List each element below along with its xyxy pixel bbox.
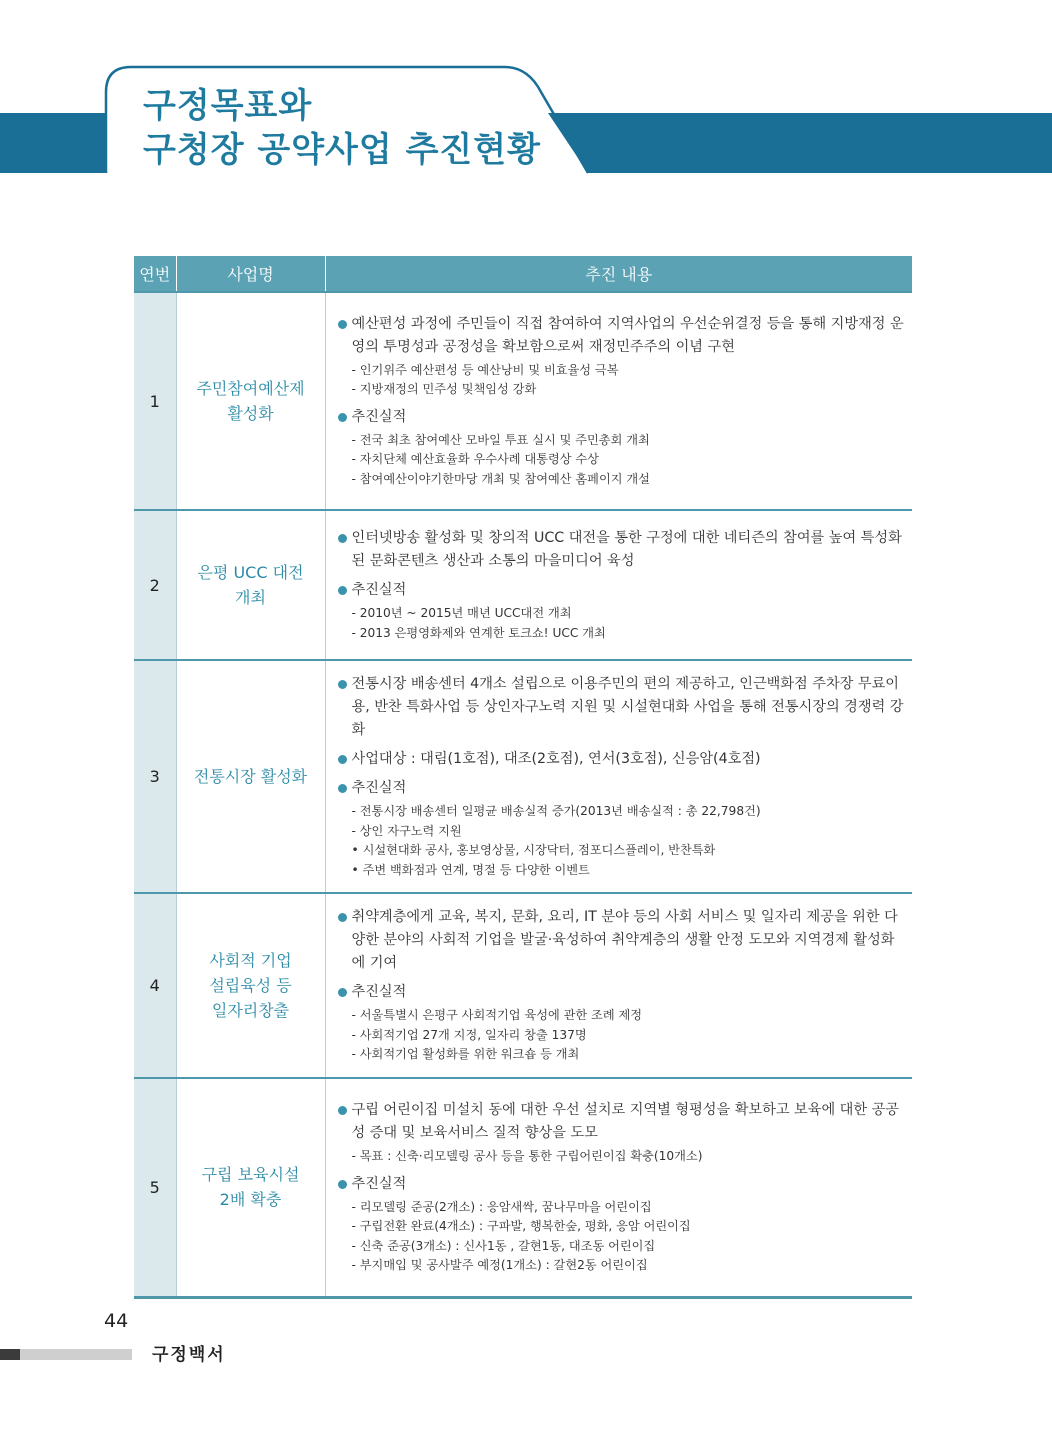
bullet-dot-icon [338, 1180, 347, 1189]
project-name [176, 1078, 325, 1298]
bullet-dot-icon [338, 413, 347, 422]
project-name [176, 292, 325, 510]
sub-item: • 주변 백화점과 연계, 명절 등 다양한 이벤트 [351, 862, 590, 877]
sub-item-list [338, 1147, 905, 1167]
project-content [325, 660, 912, 893]
bullet-text: 추진실적 [351, 1175, 407, 1192]
project-name-line: 활성화 [227, 404, 274, 423]
content-bullet [338, 313, 905, 359]
row-number: 1 [134, 292, 176, 510]
sub-item-list [338, 1198, 905, 1276]
project-name [176, 893, 325, 1078]
table-header-row [134, 256, 912, 292]
bullet-dot-icon [338, 586, 347, 595]
project-name [176, 510, 325, 660]
row-number: 2 [134, 510, 176, 660]
sub-item: - 2010년 ~ 2015년 매년 UCC대전 개최 [351, 606, 572, 620]
project-name-line: 전통시장 활성화 [193, 767, 308, 786]
sub-item: - 전국 최초 참여예산 모바일 투표 실시 및 주민총회 개최 [351, 432, 650, 447]
sub-item: - 전통시장 배송센터 일평균 배송실적 증가(2013년 배송실적 : 총 22,798건) [351, 804, 761, 818]
content-bullet [338, 527, 905, 573]
bullet-text: 예산편성 과정에 주민들이 직접 참여하여 지역사업의 우선순위결정 등을 통해 지방재정 운영의 투명성과 공정성을 확보함으로써 재정민주주의 이념 구현 [351, 315, 904, 355]
sub-item: - 인기위주 예산편성 등 예산낭비 및 비효율성 극복 [351, 362, 619, 377]
bullet-dot-icon [338, 1106, 347, 1115]
page-number: 44 [104, 1310, 129, 1332]
project-content [325, 510, 912, 660]
content-bullet [338, 406, 905, 429]
sub-item: - 서울특별시 은평구 사회적기업 육성에 관한 조례 제정 [351, 1008, 643, 1022]
row-number: 4 [134, 893, 176, 1078]
project-name-line: 구립 보육시설 [201, 1165, 300, 1185]
sub-item: - 사회적기업 활성화를 위한 워크숍 등 개최 [351, 1047, 580, 1061]
content-bullet [338, 906, 905, 975]
bullet-text: 추진실적 [351, 780, 407, 796]
project-name [176, 660, 325, 893]
bullet-text: 취약계층에게 교육, 복지, 문화, 요리, IT 분야 등의 사회 서비스 및 일자리 제공을 위한 다양한 분야의 사회적 기업을 발굴·육성하여 취약계층의 생활 안정 도모와 지역경제 활성화에 기여 [351, 909, 898, 971]
project-name-line: 2배 확충 [219, 1190, 282, 1210]
content-bullet [338, 673, 905, 742]
bullet-dot-icon [338, 534, 347, 543]
table-row [134, 510, 912, 660]
column-header-no: 연번 [134, 256, 176, 292]
content-bullet [338, 579, 905, 602]
sub-item-list [338, 604, 905, 643]
table-row [134, 893, 912, 1078]
sub-item: - 자치단체 예산효율화 우수사례 대통령상 수상 [351, 452, 599, 467]
footer-bar-dark [0, 1349, 20, 1360]
sub-item-list [338, 361, 905, 400]
sub-item-list [338, 1006, 905, 1065]
sub-item: - 부지매입 및 공사발주 예정(1개소) : 갈현2동 어린이집 [351, 1258, 648, 1272]
table-row [134, 660, 912, 893]
bullet-text: 인터넷방송 활성화 및 창의적 UCC 대전을 통한 구정에 대한 네티즌의 참여를 높여 특성화된 문화콘텐츠 생산과 소통의 마을미디어 육성 [351, 530, 902, 569]
content-bullet [338, 777, 905, 800]
table-row [134, 292, 912, 510]
project-name-line: 설립육성 등 [209, 975, 292, 995]
project-content [325, 292, 912, 510]
page-title [143, 84, 541, 172]
row-number: 3 [134, 660, 176, 893]
sub-item: • 시설현대화 공사, 홍보영상물, 시장닥터, 점포디스플레이, 반찬특화 [351, 843, 716, 857]
column-header-name: 사업명 [176, 256, 325, 292]
project-name-line: 주민참여예산제 [196, 379, 305, 398]
bullet-text: 사업대상 : 대림(1호점), 대조(2호점), 연서(3호점), 신응암(4호점) [351, 751, 761, 767]
project-name-line: 사회적 기업 [209, 950, 292, 970]
bullet-dot-icon [338, 784, 347, 793]
project-name-line: 은평 UCC 대전 [197, 563, 304, 582]
bullet-text: 추진실적 [351, 582, 407, 598]
bullet-dot-icon [338, 680, 347, 689]
sub-item: - 참여예산이야기한마당 개최 및 참여예산 홈페이지 개설 [351, 471, 650, 486]
bullet-dot-icon [338, 755, 347, 764]
bullet-text: 추진실적 [351, 984, 407, 1000]
sub-item: - 신축 준공(3개소) : 신사1동 , 갈현1동, 대조동 어린이집 [351, 1238, 656, 1253]
sub-item: - 구립전환 완료(4개소) : 구파발, 행복한숲, 평화, 응암 어린이집 [351, 1219, 691, 1233]
project-content [325, 1078, 912, 1298]
sub-item-list [338, 431, 905, 490]
page-title-line1: 구정목표와 [143, 86, 313, 126]
sub-item: - 목표 : 신축·리모델링 공사 등을 통한 구립어린이집 확충(10개소) [351, 1149, 703, 1163]
bullet-dot-icon [338, 988, 347, 997]
content-bullet [338, 981, 905, 1004]
page-title-line2: 구청장 공약사업 추진현황 [143, 130, 541, 170]
project-content [325, 893, 912, 1078]
bullet-dot-icon [338, 913, 347, 922]
project-status-table [134, 256, 912, 1299]
bullet-text: 추진실적 [351, 408, 407, 425]
header-banner [0, 0, 1052, 200]
project-name-line: 일자리창출 [211, 1000, 290, 1020]
table-row [134, 1078, 912, 1298]
sub-item: - 2013 은평영화제와 연계한 토크쇼! UCC 개최 [351, 625, 606, 640]
row-number: 5 [134, 1078, 176, 1298]
content-bullet [338, 1173, 905, 1196]
sub-item: - 사회적기업 27개 지정, 일자리 창출 137명 [351, 1027, 587, 1042]
sub-item: - 상인 자구노력 지원 [351, 823, 462, 838]
table-body [134, 292, 912, 1298]
bullet-text: 전통시장 배송센터 4개소 설립으로 이용주민의 편의 제공하고, 인근백화점 주차장 무료이용, 반찬 특화사업 등 상인자구노력 지원 및 시설현대화 사업을 통해 전통시장의 경쟁력 강화 [351, 676, 904, 738]
project-name-line: 개최 [235, 588, 266, 607]
column-header-content: 추진 내용 [325, 256, 912, 292]
footer-bar-light [20, 1349, 132, 1360]
content-bullet [338, 748, 905, 771]
sub-item-list [338, 802, 905, 880]
sub-item: - 리모델링 준공(2개소) : 응암새싹, 꿈나무마을 어린이집 [351, 1199, 652, 1214]
bullet-dot-icon [338, 320, 347, 329]
content-bullet [338, 1099, 905, 1145]
bullet-text: 구립 어린이집 미설치 동에 대한 우선 설치로 지역별 형평성을 확보하고 보육에 대한 공공성 증대 및 보육서비스 질적 향상을 도모 [351, 1102, 900, 1141]
book-title: 구정백서 [152, 1345, 226, 1365]
sub-item: - 지방재정의 민주성 및책임성 강화 [351, 382, 537, 397]
